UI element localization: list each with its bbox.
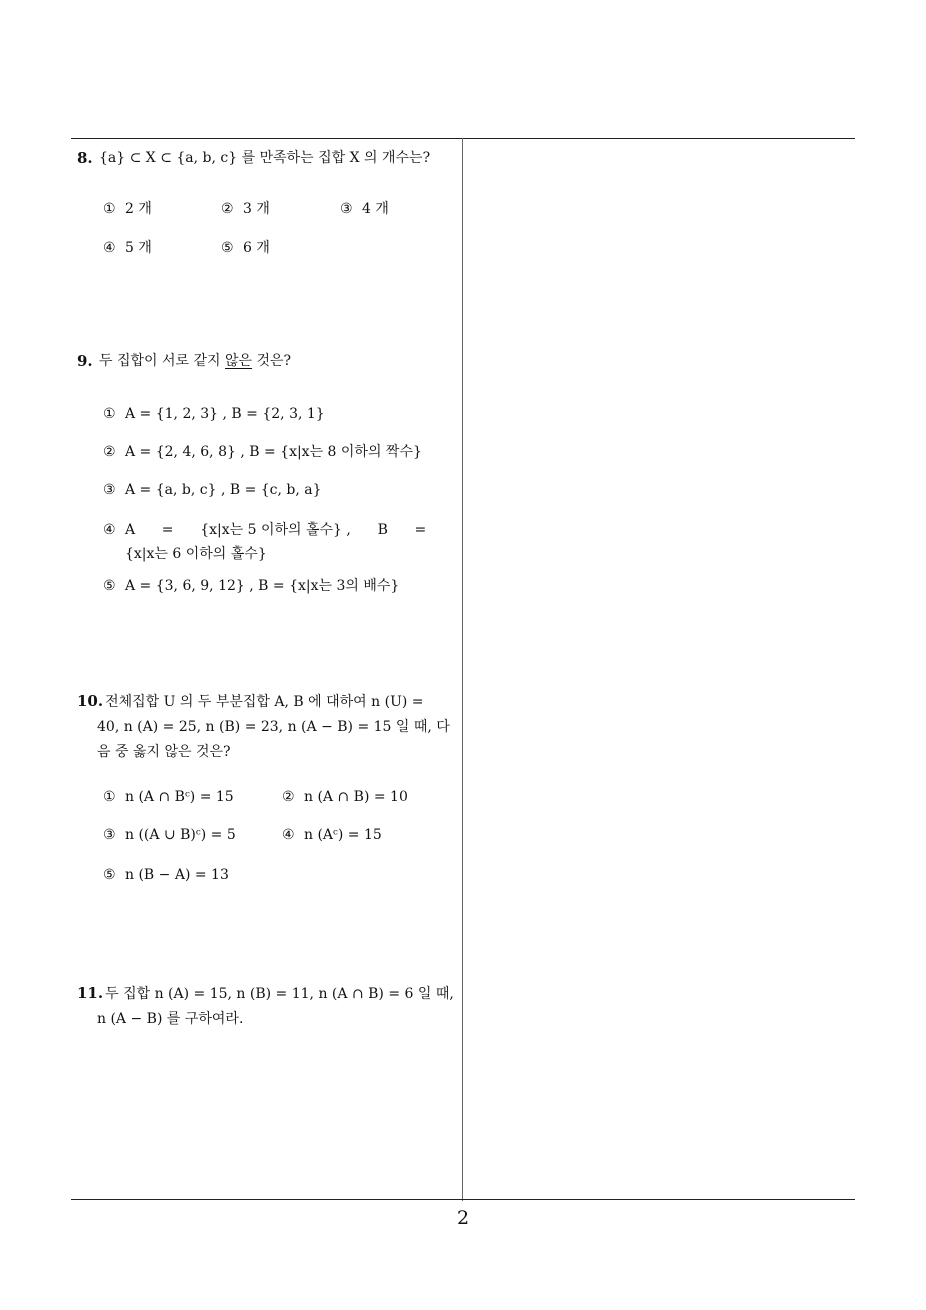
choice-text: n (Aᶜ) = 15 [304,827,382,843]
choice-text: 4 개 [362,201,389,217]
choice-mark: ① [103,789,116,805]
choice-4[interactable] [282,825,382,845]
choice-text: A = {x|x는 5 이하의 홀수} , B = [125,522,427,538]
choice-text: 6 개 [243,240,270,256]
choice-mark: ⑤ [103,867,116,883]
question-number: 9. [77,352,93,370]
question-text [99,349,459,374]
question-11 [77,981,459,1032]
choices [77,199,459,279]
underlined-word: 않은 [225,353,253,369]
choice-2[interactable] [221,199,270,219]
choice-text: 3 개 [243,201,270,217]
choice-mark: ① [103,406,116,422]
choice-5[interactable] [103,576,459,596]
top-rule [71,138,855,139]
column-divider [462,138,463,1201]
choice-mark: ④ [282,827,295,843]
choice-mark: ⑤ [103,578,116,594]
choice-3[interactable] [103,480,459,500]
question-number: 11. [77,984,104,1002]
choice-mark: ③ [340,201,353,217]
question-first-line [77,694,424,710]
question-text: 전체집합 U 의 두 부분집합 A, B 에 대하여 n (U) = [105,694,424,710]
choice-mark: ① [103,201,116,217]
choice-text: n ((A ∪ B)ᶜ) = 5 [125,827,236,843]
choice-text-continued: {x|x는 6 이하의 홀수} [125,546,267,562]
choice-mark: ② [282,789,295,805]
choice-text: A = {1, 2, 3} , B = {2, 3, 1} [125,406,325,422]
choice-4[interactable] [103,238,152,258]
question-text: {a} ⊂ X ⊂ {a, b, c} 를 만족하는 집합 X 의 개수는? [99,150,431,166]
question-9 [77,349,459,614]
question-text-part: 두 집합이 서로 같지 [99,353,225,369]
choice-3[interactable] [340,199,389,219]
question-text-part: 것은? [252,353,292,369]
choice-1[interactable] [103,404,459,424]
choice-mark: ② [103,444,116,460]
choice-text: 2 개 [125,201,152,217]
question-first-line [77,986,454,1002]
choice-4[interactable] [103,518,459,566]
choice-text: n (A ∩ Bᶜ) = 15 [125,789,234,805]
choice-text: n (B − A) = 13 [125,867,229,883]
choice-1[interactable] [103,199,152,219]
choice-mark: ② [221,201,234,217]
question-10 [77,689,459,897]
choice-text: A = {2, 4, 6, 8} , B = {x|x는 8 이하의 짝수} [125,444,422,460]
choice-5[interactable] [103,865,229,885]
choice-mark: ⑤ [221,240,234,256]
choice-text: A = {3, 6, 9, 12} , B = {x|x는 3의 배수} [125,578,400,594]
question-text-line3: 음 중 옳지 않은 것은? [97,744,231,760]
choice-5[interactable] [221,238,270,258]
choice-text: n (A ∩ B) = 10 [304,789,408,805]
choice-mark: ③ [103,482,116,498]
choices [77,404,459,596]
choice-3[interactable] [103,825,236,845]
question-8 [77,146,459,279]
choice-2[interactable] [103,442,459,462]
choice-1[interactable] [103,787,234,807]
choice-text: 5 개 [125,240,152,256]
question-text-line2: 40, n (A) = 25, n (B) = 23, n (A − B) = 15 일 때, 다 [97,719,450,735]
choice-mark: ③ [103,827,116,843]
bottom-rule [71,1199,855,1200]
question-number: 8. [77,149,93,167]
choice-mark: ④ [103,240,116,256]
choice-mark: ④ [103,522,116,538]
question-text-line2: n (A − B) 를 구하여라. [97,1011,244,1027]
question-text: 두 집합 n (A) = 15, n (B) = 11, n (A ∩ B) = 6 일 때, [105,986,454,1002]
choice-2[interactable] [282,787,408,807]
choices [77,787,459,897]
question-number: 10. [77,692,104,710]
page-number: 2 [456,1207,470,1229]
choice-text: A = {a, b, c} , B = {c, b, a} [125,482,322,498]
